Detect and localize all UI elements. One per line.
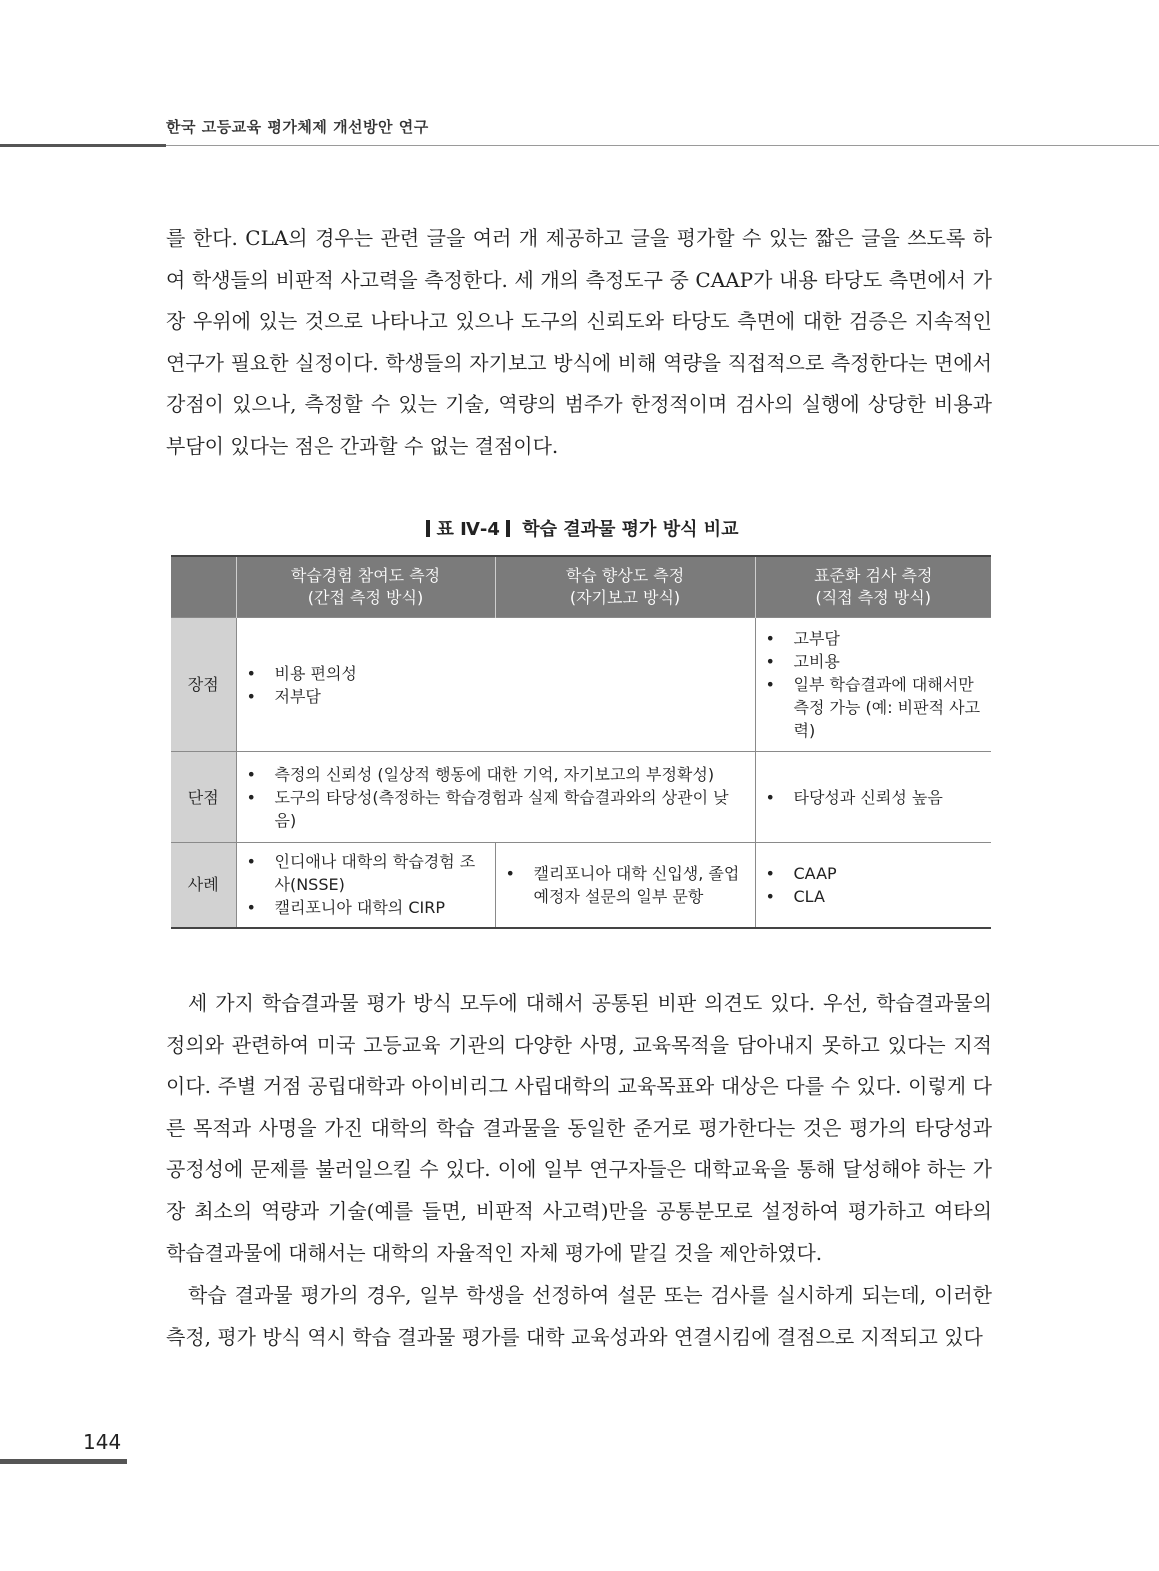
page-number: 144 xyxy=(83,1430,122,1454)
row-header-examples: 사례 xyxy=(171,843,236,928)
row-header-weaknesses: 단점 xyxy=(171,752,236,843)
body-paragraph-2: 세 가지 학습결과물 평가 방식 모두에 대해서 공통된 비판 의견도 있다. 우선, 학습결과물의 정의와 관련하여 미국 고등교육 기관의 다양한 사명, 교육목적을 담아내지 못하고 있다는 지적이다. 주별 거점 공립대학과 아이비리그 사립대학의 교육목표와 대상은 다를 수 있다. 이렇게 다른 목적과 사명을 가진 대학의 학습 결과물을 동일한 준거로 평가한다는 것은 평가의 타당성과 공정성에 문제를 불러일으킬 수 있다. 이에 일부 연구자들은 대학교육을 통해 달성해야 하는 가장 최소의 역량과 기술(예를 들면, 비판적 사고력)만을 공통분모로 설정하여 평가하고 여타의 학습결과물에 대해서는 대학의 자율적인 자체 평가에 맡길 것을 제안하였다. xyxy=(166,991,992,1265)
table-row-strengths xyxy=(171,618,991,752)
column-header-subtitle: (간접 측정 방식) xyxy=(307,588,424,607)
table-caption xyxy=(0,515,1159,541)
header-rule xyxy=(166,145,1159,146)
list-item: • CLA xyxy=(764,885,984,908)
list-item: • 도구의 타당성(측정하는 학습경험과 실제 학습결과와의 상관이 낮음) xyxy=(245,786,747,832)
running-header: 한국 고등교육 평가체제 개선방안 연구 xyxy=(166,118,429,136)
header-rule-accent xyxy=(0,144,166,147)
column-header-title: 학습경험 참여도 측정 xyxy=(290,566,441,585)
list-item: • CAAP xyxy=(764,862,984,885)
list-item: • 측정의 신뢰성 (일상적 행동에 대한 기억, 자기보고의 부정확성) xyxy=(245,763,747,786)
body-paragraph-1: 를 한다. CLA의 경우는 관련 글을 여러 개 제공하고 글을 평가할 수 있는 짧은 글을 쓰도록 하여 학생들의 비판적 사고력을 측정한다. 세 개의 측정도구 중 CAAP가 내용 타당도 측면에서 가장 우위에 있는 것으로 나타나고 있으나 도구의 신뢰도와 타당도 측면에 대한 검증은 지속적인 연구가 필요한 실정이다. 학생들의 자기보고 방식에 비해 역량을 직접적으로 측정한다는 면에서 강점이 있으나, 측정할 수 있는 기술, 역량의 범주가 한정적이며 검사의 실행에 상당한 비용과 부담이 있다는 점은 간과할 수 없는 결점이다. xyxy=(166,226,992,458)
comparison-table xyxy=(171,555,991,929)
column-header-title: 표준화 검사 측정 xyxy=(814,566,933,585)
corner-cell xyxy=(171,556,236,618)
caption-bar-left xyxy=(426,520,430,537)
footer-rule xyxy=(0,1459,127,1464)
list-item: • 고비용 xyxy=(764,650,984,673)
weaknesses-shared-cell xyxy=(236,752,755,843)
list-item: • 고부담 xyxy=(764,627,984,650)
list-item: • 인디애나 대학의 학습경험 조사(NSSE) xyxy=(245,850,487,896)
column-header-subtitle: (직접 측정 방식) xyxy=(815,588,931,607)
strengths-standardized-cell xyxy=(755,618,991,752)
column-header-title: 학습 향상도 측정 xyxy=(565,566,685,585)
column-header-selfreport xyxy=(495,556,755,618)
caption-bar-right xyxy=(506,520,510,537)
strengths-shared-cell xyxy=(236,618,755,752)
list-item: • 일부 학습결과에 대해서만 측정 가능 (예: 비판적 사고력) xyxy=(764,673,984,742)
row-header-strengths: 장점 xyxy=(171,618,236,752)
column-header-engagement xyxy=(236,556,495,618)
column-header-subtitle: (자기보고 방식) xyxy=(569,588,681,607)
list-item: • 캘리포니아 대학 신입생, 졸업예정자 설문의 일부 문항 xyxy=(504,862,747,908)
weaknesses-standardized-cell xyxy=(755,752,991,843)
table-row-examples xyxy=(171,843,991,928)
list-item: • 비용 편의성 xyxy=(245,662,747,685)
table-row-weaknesses xyxy=(171,752,991,843)
list-item: • 저부담 xyxy=(245,685,747,708)
list-item: • 캘리포니아 대학의 CIRP xyxy=(245,896,487,919)
column-header-standardized xyxy=(755,556,991,618)
body-paragraph-3: 학습 결과물 평가의 경우, 일부 학생을 선정하여 설문 또는 검사를 실시하게 되는데, 이러한 측정, 평가 방식 역시 학습 결과물 평가를 대학 교육성과와 연결시킴에 결점으로 지적되고 있다 xyxy=(166,1283,992,1349)
examples-engagement-cell xyxy=(236,843,495,928)
table-title: 학습 결과물 평가 방식 비교 xyxy=(522,519,739,540)
examples-standardized-cell xyxy=(755,843,991,928)
table-header-row xyxy=(171,556,991,618)
list-item: • 타당성과 신뢰성 높음 xyxy=(764,786,984,809)
table-number: 표 Ⅳ-4 xyxy=(436,519,500,540)
examples-selfreport-cell xyxy=(495,843,755,928)
